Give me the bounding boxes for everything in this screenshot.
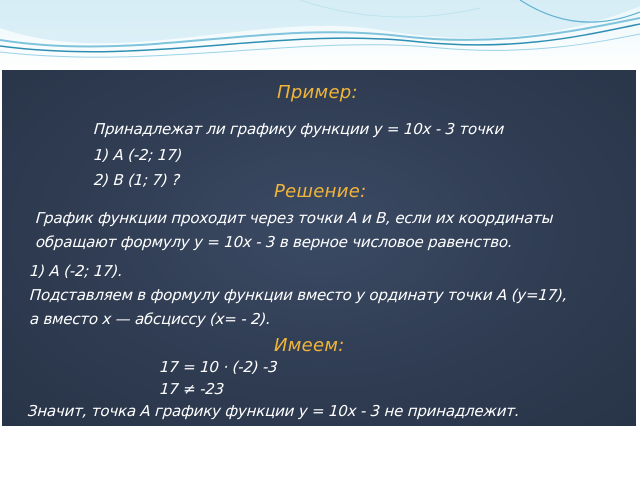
equation-2: 17 ≠ -23: [159, 380, 225, 398]
question-text: Принадлежат ли графику функции y = 10x - 3 точки: [93, 120, 505, 138]
step-a-text: 1) А (-2; 17).: [29, 262, 124, 280]
slide-footer-area: [0, 426, 640, 480]
point-a-text: 1) А (-2; 17): [93, 146, 183, 164]
conclusion-text: Значит, точка А графику функции y = 10x - 3 не принадлежит.: [27, 402, 521, 420]
heading-solution: Решение:: [274, 181, 367, 202]
decorative-waves: [0, 0, 640, 70]
solution-line-1: График функции проходит через точки А и В, если их координаты: [35, 209, 555, 227]
point-b-text: 2) В (1; 7) ?: [93, 171, 181, 189]
equation-1: 17 = 10 · (-2) -3: [159, 358, 279, 376]
substitute-line-1: Подставляем в формулу функции вместо y ординату точки А (y=17),: [29, 286, 568, 304]
heading-example: Пример:: [277, 82, 358, 103]
heading-have: Имеем:: [274, 335, 345, 356]
substitute-line-2: а вместо x — абсциссу (x= - 2).: [29, 310, 272, 328]
solution-line-2: обращают формулу y = 10x - 3 в верное числовое равенство.: [35, 233, 514, 251]
slide-board: [2, 70, 636, 426]
